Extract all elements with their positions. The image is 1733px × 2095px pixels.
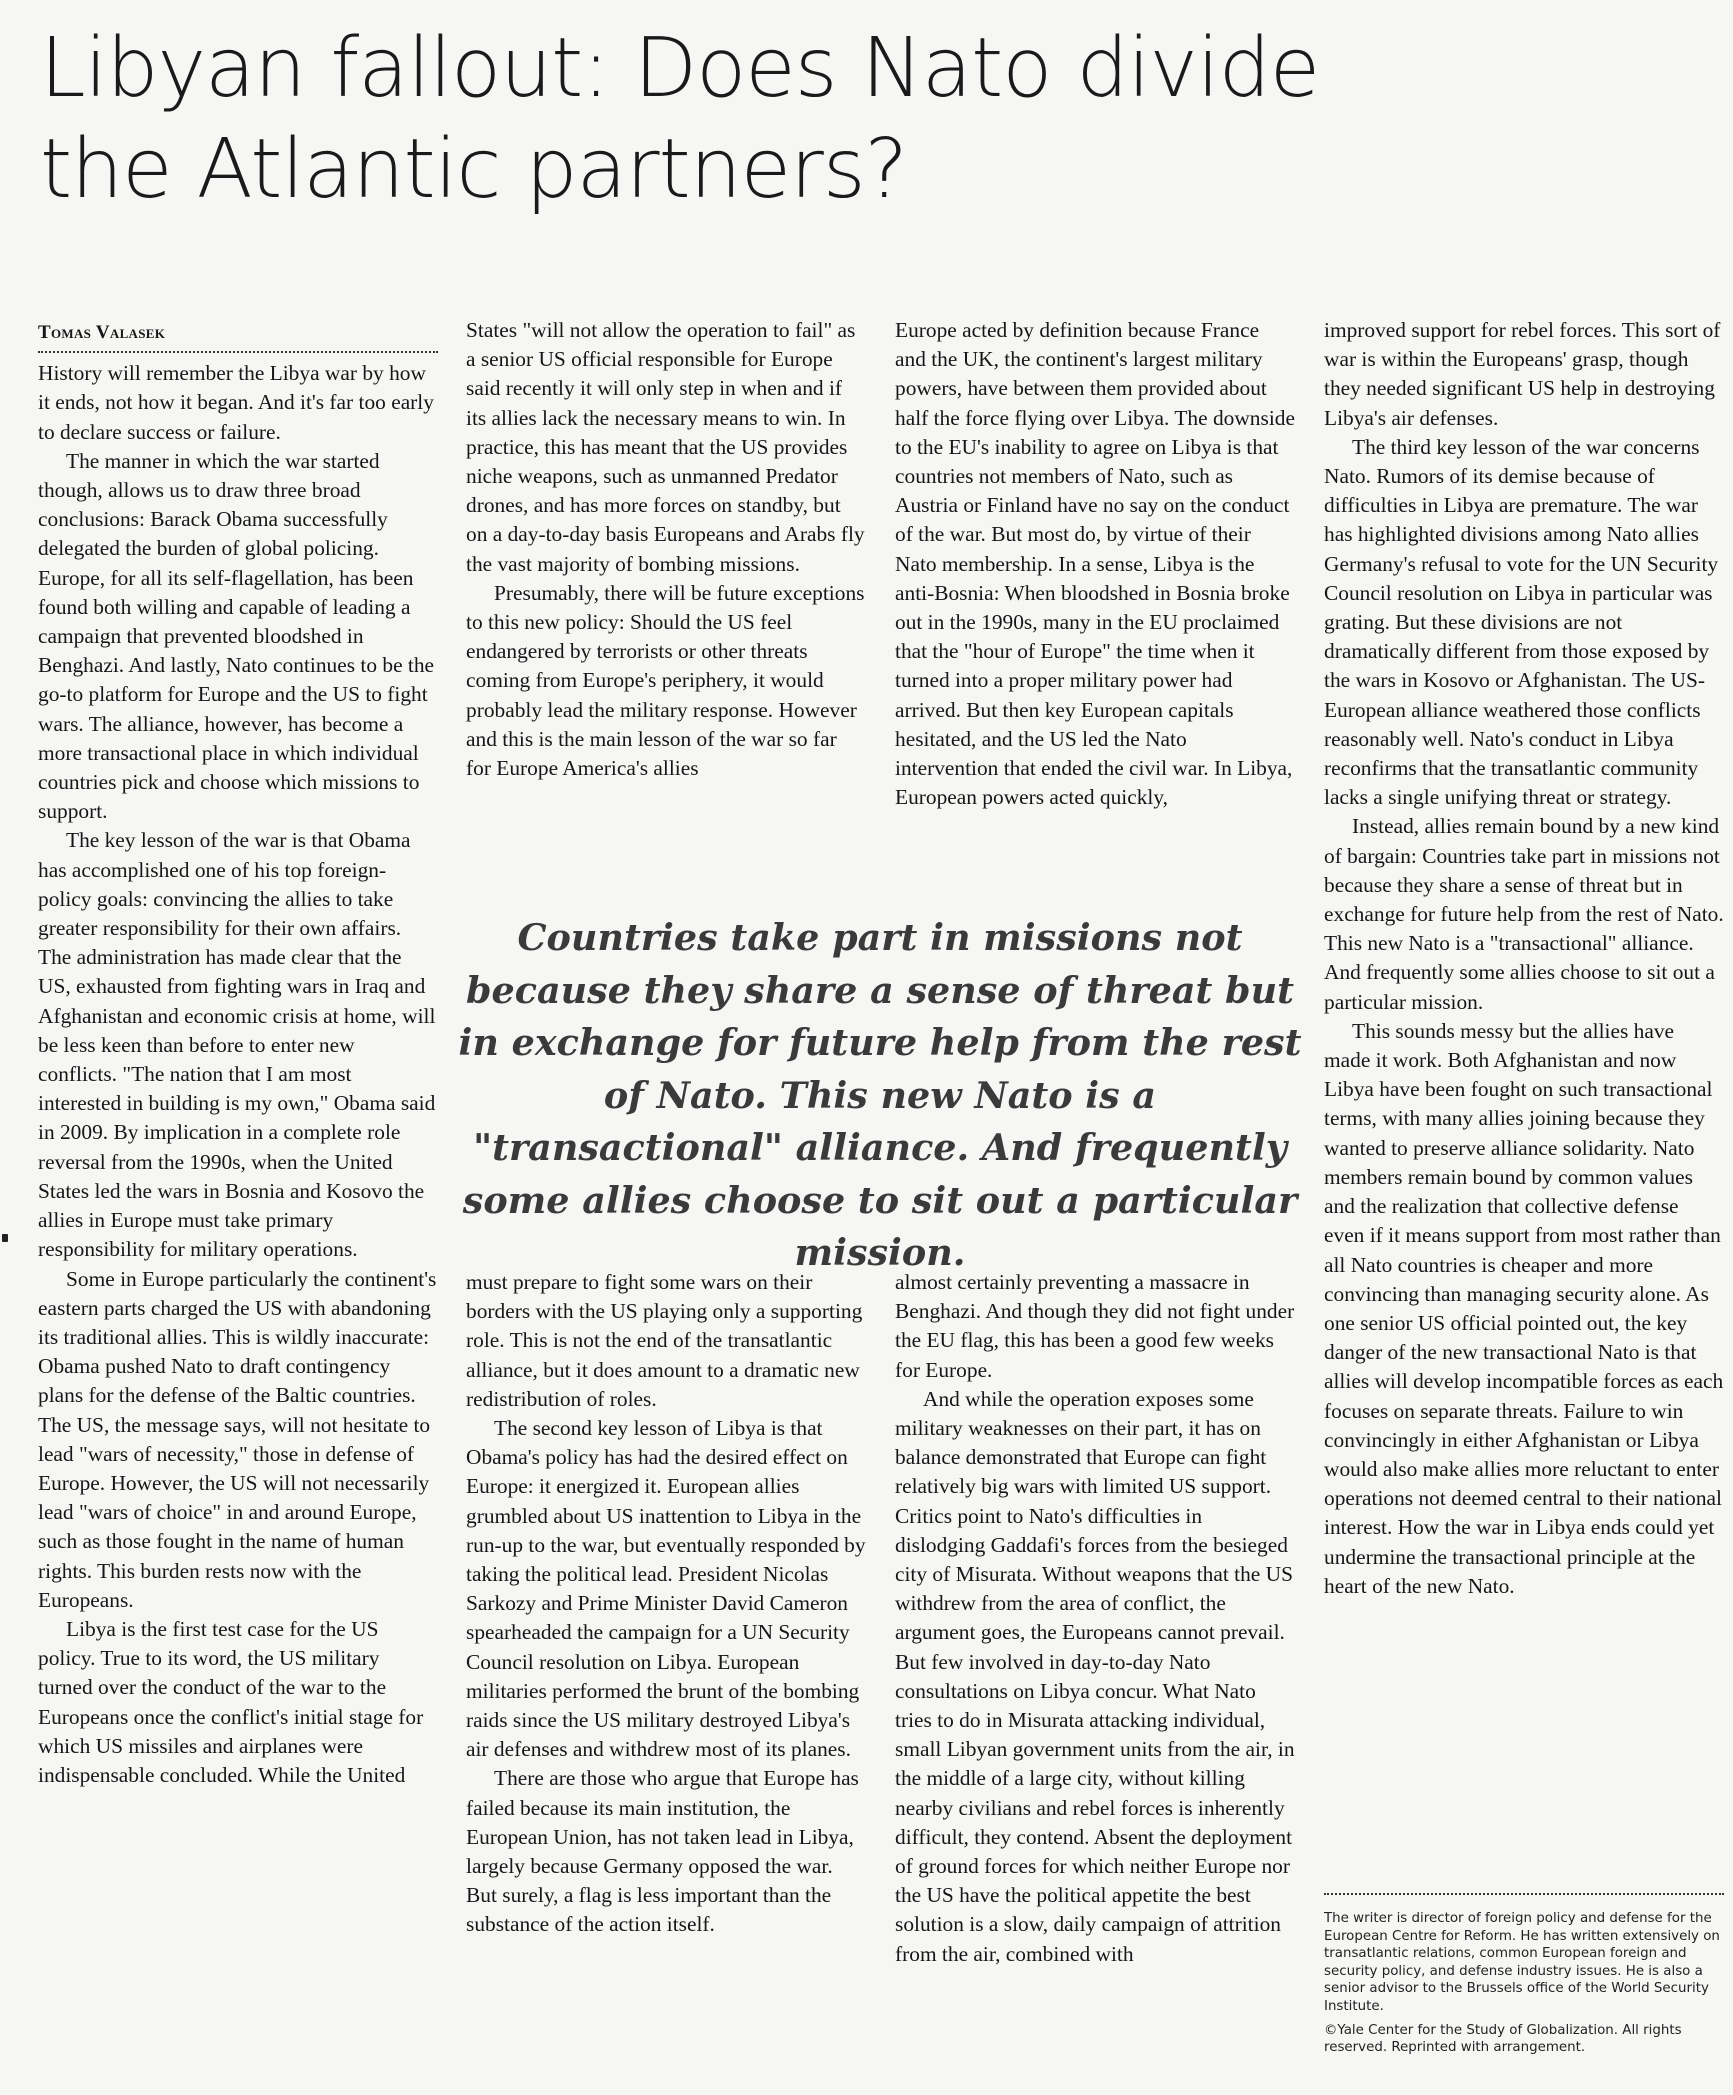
column-3-top [895, 316, 1295, 812]
paragraph: The key lesson of the war is that Obama has accomplished one of his top foreign-policy goals: convincing the allies to take greater responsibility for their own affairs. The administration has made clear that the US, exhausted from fighting wars in Iraq and Afghanistan and economic crisis at home, will be less keen than before to enter new conflicts. "The nation that I am most interested in building is my own," Obama said in 2009. By implication in a complete role reversal from the 1990s, when the United States led the wars in Bosnia and Kosovo the allies in Europe must take primary responsibility for military operations. [38, 828, 436, 1262]
paragraph: Europe acted by definition because France and the UK, the continent's largest military powers, have between them provided about half the force flying over Libya. The downside to the EU's inability to agree on Libya is that countries not members of Nato, such as Austria or Finland have no say on the conduct of the war. But most do, by virtue of their Nato membership. In a sense, Libya is the anti-Bosnia: When bloodshed in Bosnia broke out in the 1990s, many in the EU proclaimed that the "hour of Europe" the time when it turned into a proper military power had arrived. But then key European capitals hesitated, and the US led the Nato intervention that ended the civil war. In Libya, European powers acted quickly, [895, 318, 1295, 810]
paragraph: Some in Europe particularly the continent's eastern parts charged the US with abandoning its traditional allies. This is wildly inaccurate: Obama pushed Nato to draft contingency plans for the defense of the Baltic countries. The US, the message says, will not hesitate to lead "wars of necessity," those in defense of Europe. However, the US will not necessarily lead "wars of choice" in and around Europe, such as those fought in the name of human rights. This burden rests now with the Europeans. [38, 1266, 437, 1612]
paragraph: States "will not allow the operation to fail" as a senior US official responsible for Europe said recently it will only step in when and if its allies lack the necessary means to win. In practice, this has meant that the US provides niche weapons, such as unmanned Predator drones, and has more forces on standby, but on a day-to-day basis Europeans and Arabs fly the vast majority of bombing missions. [466, 318, 865, 576]
paragraph: Presumably, there will be future exceptions to this new policy: Should the US feel endangered by terrorists or other threats coming from Europe's periphery, it would probably lead the military response. However and this is the main lesson of the war so far for Europe America's allies [466, 580, 865, 781]
column-2-top [466, 316, 866, 783]
paragraph: There are those who argue that Europe has failed because its main institution, the European Union, has not taken lead in Libya, largely because Germany opposed the war. But surely, a flag is less important than the substance of the action itself. [466, 1766, 859, 1937]
paragraph: And while the operation exposes some military weaknesses on their part, it has on balance demonstrated that Europe can fight relatively big wars with limited US support. Critics point to Nato's difficulties in dislodging Gaddafi's forces from the besieged city of Misurata. Without weapons that the US withdrew from the area of conflict, the argument goes, the Europeans cannot prevail. But few involved in day-to-day Nato consultations on Libya concur. What Nato tries to do in Misurata attacking individual, small Libyan government units from the air, in the middle of a large city, without killing nearby civilians and rebel forces is inherently difficult, they contend. Absent the deployment of ground forces for which neither Europe nor the US have the political appetite the best solution is a slow, daily campaign of attrition from the air, combined with [895, 1386, 1295, 1966]
author-bio: The writer is director of foreign policy and defense for the European Centre for Reform. He has written extensively on transatlantic relations, common European foreign and security policy, and defense industry issues. He is also a senior advisor to the Brussels office of the World Security Institute. [1324, 1911, 1720, 2014]
pull-quote: Countries take part in missions not because they share a sense of threat but in exchange for future help from the rest of Nato. This new Nato is a "transactional" alliance. And frequently some allies choose to sit out a particular mission. [458, 916, 1302, 1274]
column-1 [38, 318, 438, 1790]
column-2-bottom [466, 1268, 866, 1940]
paragraph: The second key lesson of Libya is that Obama's policy has had the desired effect on Europe: it energized it. European allies grumbled about US inattention to Libya in the run-up to the war, but eventually responded by taking the political lead. President Nicolas Sarkozy and Prime Minister David Cameron spearheaded the campaign for a UN Security Council resolution on Libya. European militaries performed the brunt of the bombing raids since the US military destroyed Libya's air defenses and withdrew most of its planes. [466, 1416, 866, 1762]
column-3-bottom [895, 1268, 1295, 1969]
byline-divider [38, 351, 438, 353]
headline [40, 18, 1720, 220]
paragraph: This sounds messy but the allies have made it work. Both Afghanistan and now Libya have been fought on such transactional terms, with many allies joining because they wanted to preserve alliance solidarity. Nato members remain bound by common values and the realization that collective defense even if it means support from most rather than all Nato countries is cheaper and more convincing than managing security alone. As one senior US official pointed out, the key danger of the new transactional Nato is that allies will develop incompatible forces as each focuses on separate threats. Failure to win convincingly in either Afghanistan or Libya would also make allies more reluctant to enter operations not deemed central to their national interest. How the war in Libya ends could yet undermine the transactional principle at the heart of the new Nato. [1324, 1018, 1724, 1598]
note-divider [1324, 1893, 1724, 1895]
paragraph: must prepare to fight some wars on their borders with the US playing only a supporting role. This is not the end of the transatlantic alliance, but it does amount to a dramatic new redistribution of roles. [466, 1270, 863, 1411]
column-4 [1324, 316, 1724, 1601]
paragraph: Instead, allies remain bound by a new kind of bargain: Countries take part in missions not because they share a sense of threat but in exchange for future help from the rest of Nato. This new Nato is a "transactional" alliance. And frequently some allies choose to sit out a particular mission. [1324, 814, 1724, 1014]
scan-mark [2, 1234, 8, 1242]
headline-line-1: Libyan fallout: Does Nato divide [40, 21, 1320, 116]
paragraph: Libya is the first test case for the US policy. True to its word, the US military turned over the conduct of the war to the Europeans once the conflict's initial stage for which US missiles and airplanes were indispensable concluded. While the United [38, 1616, 424, 1787]
paragraph: The third key lesson of the war concerns Nato. Rumors of its demise because of difficulties in Libya are premature. The war has highlighted divisions among Nato allies Germany's refusal to vote for the UN Security Council resolution on Libya in particular was grating. But these divisions are not dramatically different from those exposed by the wars in Kosovo or Afghanistan. The US-European alliance weathered those conflicts reasonably well. Nato's conduct in Libya reconfirms that the transatlantic community lacks a single unifying threat or strategy. [1324, 434, 1719, 810]
paragraph: improved support for rebel forces. This sort of war is within the Europeans' grasp, though they needed significant US help in destroying Libya's air defenses. [1324, 318, 1721, 430]
author-note [1324, 1910, 1724, 2063]
copyright: ©Yale Center for the Study of Globalization. All rights reserved. Reprinted with arrangement. [1324, 2022, 1682, 2056]
paragraph: The manner in which the war started though, allows us to draw three broad conclusions: Barack Obama successfully delegated the burden of global policing. Europe, for all its self-flagellation, has been found both willing and capable of leading a campaign that prevented bloodshed in Benghazi. And lastly, Nato continues to be the go-to platform for Europe and the US to fight wars. The alliance, however, has become a more transactional place in which individual countries pick and choose which missions to support. [38, 448, 435, 824]
paragraph: History will remember the Libya war by how it ends, not how it began. And it's far too early to declare success or failure. [38, 361, 434, 444]
byline: Tomas Valasek [38, 322, 166, 343]
paragraph: almost certainly preventing a massacre in Benghazi. And though they did not fight under the EU flag, this has been a good few weeks for Europe. [895, 1270, 1295, 1382]
headline-line-2: the Atlantic partners? [40, 122, 908, 217]
